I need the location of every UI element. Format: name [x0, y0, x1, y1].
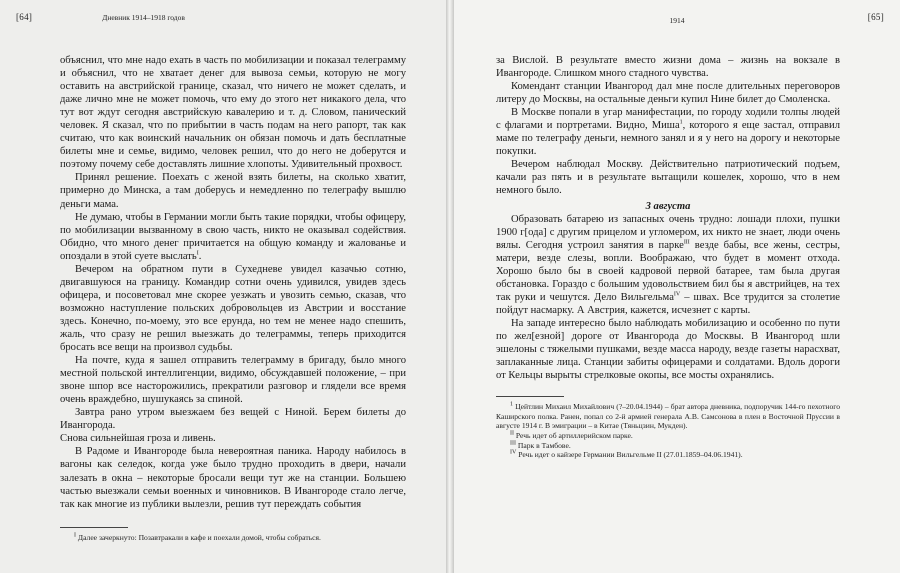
right-running-title: 1914	[669, 16, 685, 25]
footnote	[496, 402, 840, 431]
paragraph-text: В Москве попали в угар манифестации, по городу ходили толпы людей с флагами и портретами. Видно, Миша	[496, 107, 840, 132]
paragraph-text: На почте, куда я зашел отправить телеграмму в бригаду, было много местной польской интеллигенции, видимо, обсуждавшей положение, – при звоне шпор все насторожились, прекратили разговор и глядели все время очень враждебно, шушукаясь за спиной.	[60, 355, 406, 406]
paragraph	[60, 432, 406, 445]
paragraph	[60, 445, 406, 510]
footnote-text: Цейтлин Михаил Михайлович (?–20.04.1944) – брат автора дневника, подпоручик 144-го пехотного Каширского полка. Ранен, попал со 2-й армией генерала А.В. Самсонова в плен в Восточной Пруссии в августе 1914 г. В эмиграции – в Китае (Тяньцзин, Мукден).	[496, 402, 840, 431]
paragraph-text: Образовать батарею из запасных очень трудно: лошади плохи, пушки 1900 г[ода] с другим прицелом и угломером, их никто не знает, люди очень вялы. Сегодня устроил занятия в парке	[496, 213, 840, 251]
footnote	[60, 533, 406, 543]
paragraph-text: В Радоме и Ивангороде была невероятная паника. Народу набилось в вагоны как селедок, когда уже было трудно проходить в двери, начали залезать в окна – некоторые бросали вещи тут же на станции. Большею частью выезжали семьи военных и чиновников. В Ивангороде стало легче, так как многие из публики вылезли, решив тут переждать события	[60, 446, 406, 510]
left-footnotes	[60, 533, 406, 543]
right-page	[454, 0, 900, 573]
paragraph	[496, 158, 840, 197]
left-page	[0, 0, 446, 573]
paragraph-text: везде бабы, все жены, сестры, матери, везде слезы, вопли. Воображаю, что будет в момент отхода. Хорошо было бы в своей кадровой первой батарее, там была другая обстановка. Гораздо с большим удовольствием бил бы я австрийцев, на тех так руки и чешутся. Дело Вильгельма	[496, 239, 840, 303]
footnote-marker: IV	[673, 291, 681, 298]
footnote-text: Речь идет об артиллерийском парке.	[515, 430, 633, 440]
paragraph-text: объяснил, что мне надо ехать в часть по мобилизации и показал телеграмму и объяснил, что не хватает денег для вывоза семьи, которую не могу оставить на австрийской границе, сказал, что ничего не может сделать, и даже лично мне не может помочь, что ему до этого нет никакого дела, что тут вот ждут сегодня австрийскую кавалерию и т. д. Словом, панический человек. Я сказал, что по прибытии в часть подам на него рапорт, так как считаю, что как воинский начальник он обязан помочь и дать бесплатные билеты мне и семье, видимо, человек решил, что до него не доберутся и поэтому почему себе доставлять лишние хлопоты. Удивительный прохвост.	[60, 55, 406, 171]
footnote-marker: 1	[510, 401, 513, 408]
paragraph-text: Принял решение. Поехать с женой взять билеты, на сколько хватит, примерно до Минска, а там доберусь и немедленно по телеграфу вышлю деньги мама.	[60, 172, 406, 210]
date-heading: 3 августа	[645, 200, 691, 212]
paragraph	[496, 54, 840, 80]
paragraph-text: Снова сильнейшая гроза и ливень.	[60, 433, 216, 445]
paragraph-text: – швах. Все трудится за столетие пойдут насмарку. А Австрия, кажется, исчезнет с карты.	[496, 291, 841, 316]
footnote-marker: IV	[510, 449, 517, 456]
paragraph-text: На западе интересно было наблюдать мобилизацию и особенно по пути по жел[езной] дороге от Ивангорода до Москвы. В Ивангород шли эшелоны с тяжелыми пушками, везде масса народу, везде газеты нарасхват, заплаканные лица. Станции забиты офицерами и солдатами. Вдоль дороги от Кельцы вырыты стрелковые окопы, все мосты охранялись.	[496, 317, 840, 382]
footnote-marker: III	[510, 440, 516, 447]
right-running-head	[496, 12, 884, 30]
paragraph	[60, 406, 406, 432]
paragraph	[60, 263, 406, 354]
left-running-title: Дневник 1914–1918 годов	[102, 13, 185, 22]
footnote	[496, 431, 840, 441]
footnote	[496, 450, 840, 460]
paragraph-text: Не думаю, чтобы в Германии могли быть такие порядки, чтобы офицеру, по мобилизации вызванному в свою часть, никто не оказывал содействия. Обидно, что много денег причитается на общую команду и жалованье и опоздали в этой суете выслать	[60, 211, 406, 262]
paragraph	[60, 171, 406, 210]
book-gutter	[446, 0, 454, 573]
left-page-number: [64]	[16, 12, 33, 22]
footnote-text: Речь идет о кайзере Германии Вильгельме II (27.01.1859–04.06.1941).	[518, 450, 743, 460]
paragraph	[496, 106, 840, 158]
paragraph	[60, 54, 406, 171]
footnote-marker: I	[196, 250, 199, 257]
footnote-marker: 1	[679, 119, 683, 126]
paragraph	[60, 354, 406, 406]
paragraph-text: Комендант станции Ивангород дал мне после длительных переговоров литеру до Москвы, на остальные деньги купил Нине билет до Смоленска.	[496, 81, 840, 106]
footnote-text: Парк в Тамбове.	[517, 440, 571, 450]
footnote-marker: II	[510, 430, 514, 437]
footnote	[496, 441, 840, 451]
paragraph	[496, 317, 840, 382]
right-page-number: [65]	[867, 12, 884, 22]
paragraph-text: Вечером наблюдал Москву. Действительно патриотический подъем, качали раз пять и в результате вытащили кошелек, хорошо, что в нем немного было.	[496, 159, 840, 197]
footnote-marker: III	[683, 239, 690, 246]
paragraph-text: Завтра рано утром выезжаем без вещей с Ниной. Берем билеты до Ивангорода.	[60, 407, 406, 432]
footnote-text: Далее зачеркнуто: Позавтракали в кафе и поехали домой, чтобы собраться.	[77, 532, 321, 542]
right-footnotes	[496, 402, 840, 460]
right-page-body	[496, 54, 840, 382]
footnote-marker: I	[74, 532, 76, 539]
left-footnote-rule	[60, 527, 128, 528]
paragraph-text: .	[198, 250, 202, 262]
paragraph-text: Вечером на обратном пути в Сухедневе увидел казачью сотню, двигавшуюся на границу. Командир сотни очень удивился, увидев здесь офицера, и посоветовал мне скорее уезжать и увозить семью, сказав, что возможно наступление польских добровольцев из Австрии и восстание здесь. Конечно, по-моему, это все ерунда, но тем не менее надо спешить, жаль, что сразу не решил выезжать до телеграммы, теперь приходится бросать все вещи на произвол судьбы.	[60, 263, 406, 354]
left-running-head	[16, 12, 406, 30]
paragraph-text: , которого я еще застал, отправил маме по телеграфу деньги, немного занял и я у него на дорогу и некоторые покупки.	[496, 120, 840, 158]
left-page-body	[60, 54, 406, 511]
paragraph	[496, 80, 840, 106]
paragraph	[496, 213, 840, 317]
paragraph	[60, 211, 406, 263]
right-footnote-rule	[496, 396, 564, 397]
paragraph-text: за Вислой. В результате вместо жизни дома – жизнь на вокзале в Ивангороде. Слишком много стадного чувства.	[496, 55, 840, 80]
